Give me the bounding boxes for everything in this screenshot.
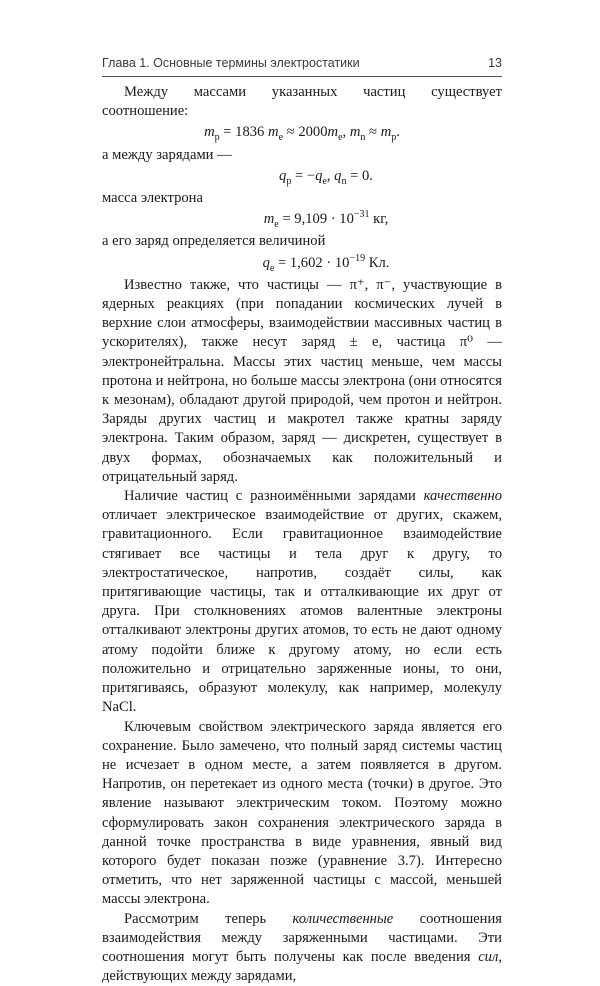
header-rule [102,76,502,77]
formula-charges: $q_p = -q_e$, $q_n = 0$. [279,167,373,187]
electron-mass-label: масса электрона [102,190,203,207]
paragraph-mesons: Известно также, что частицы — π⁺, π⁻, участвующие в ядерных реакциях (при попадании космических лучей в верхние слои атмосферы, взаимодействии массивных частиц в ускорителях), также несут заряд ± e, частица π⁰ — электронейтральна. Массы этих частиц меньше, чем массы протона и нейтрона, но больше массы электрона (они относятся к мезонам), обладают другой природой, чем протон и нейтрон. Заряды других частиц и макротел также кратны заряду электрона. Таким образом, заряд — дискретен, существует в двух формах, обозначаемых как положительный и отрицательный заряд. [102,276,502,485]
paragraph-quantitative: Рассмотрим теперь количественные соотношения взаимодействия между заряженными частицами. Эти соотношения могут быть получены как после введения сил, действующих между зарядами, [102,910,502,985]
page-body [102,83,502,986]
chapter-title: Глава 1. Основные термины электростатики [102,56,360,70]
paragraph-conservation: Ключевым свойством электрического заряда является его сохранение. Было замечено, что полный заряд системы частиц не исчезает в одном месте, а затем появляется в другом. Напротив, он перетекает из одного места (точки) в другое. Это явление называют электрическим током. Поэтому можно сформулировать закон сохранения электрического заряда в данной точке пространства в виде уравнения, явный вид которого будет показан позже (уравнение 3.7). Интересно отметить, что нет заряженной частицы с массой, меньшей массы электрона. [102,718,502,908]
running-header [102,56,502,70]
charges-intro: а между зарядами — [102,146,232,163]
intro-line: Между массами указанных частиц существует соотношение: [102,84,502,120]
paragraph-interaction: Наличие частиц с разноимёнными зарядами качественно отличает электрическое взаимодействие от других, скажем, гравитационного. Если гравитационное взаимодействие стягивает все частицы и тела друг к другу, то электростатическое, напротив, создаёт силы, как притягивающие частицы, так и отталкивающие их друг от друга. При столкновениях атомов валентные электроны отталкивают электроны других атомов, то есть не дают одному атому подойти ближе к другому атому, но если есть положительно и отрицательно заряженные ионы, то они, притягиваясь, образуют молекулу, как например, молекулу NaCl. [102,488,502,716]
formula-electron-charge: $q_e = 1,602 \cdot 10^{-19}$ Кл. [262,252,390,274]
formula-electron-mass: $m_e = 9,109 \cdot 10^{-31}$ кг, [263,209,389,231]
page-number: 13 [488,56,502,70]
formula-mass-ratio: $m_p = 1836$ $m_e \approx 2000m_e$, $m_n \approx m_p$. [204,124,400,144]
electron-charge-label: а его заряд определяется величиной [102,233,326,250]
